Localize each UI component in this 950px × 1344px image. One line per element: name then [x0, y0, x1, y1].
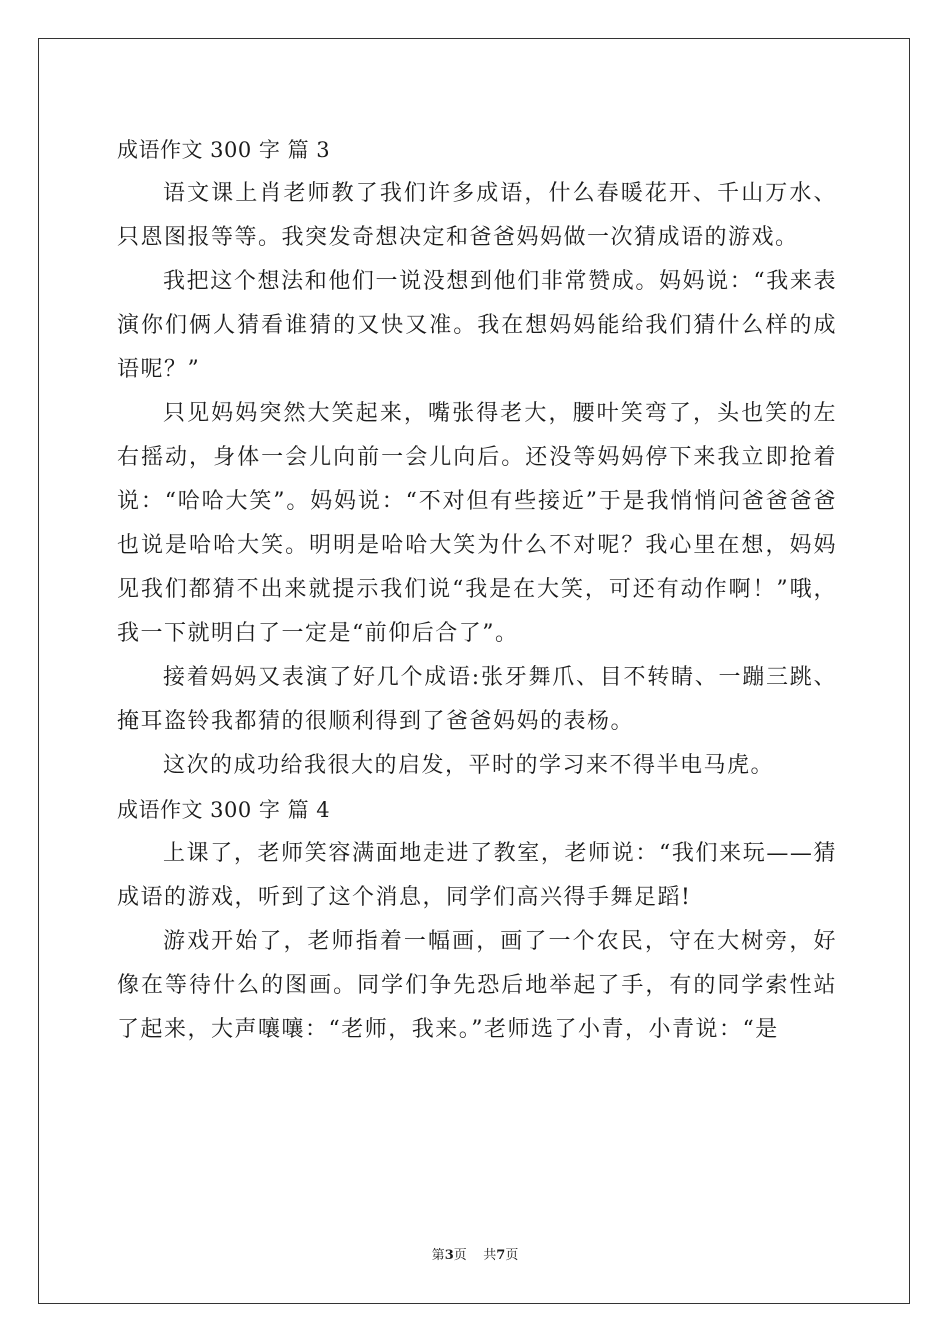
section-heading: 成语作文 300 字 篇 3: [117, 138, 331, 162]
section-3: [117, 128, 837, 788]
paragraph: 语文课上肖老师教了我们许多成语，什么春暖花开、千山万水、只恩图报等等。我突发奇想决定和爸爸妈妈做一次猜成语的游戏。: [117, 181, 837, 250]
total-page-count: 7: [496, 1248, 506, 1263]
section-4: [117, 788, 837, 1052]
paragraph: 上课了，老师笑容满面地走进了教室，老师说：“我们来玩——猜成语的游戏，听到了这个消息，同学们高兴得手舞足蹈!: [117, 841, 837, 910]
footer-suffix: 页: [505, 1248, 519, 1263]
section-heading: 成语作文 300 字 篇 4: [117, 798, 331, 822]
paragraph: 我把这个想法和他们一说没想到他们非常赞成。妈妈说：“我来表演你们俩人猜看谁猜的又快又准。我在想妈妈能给我们猜什么样的成语呢？”: [117, 269, 837, 382]
paragraph: 游戏开始了，老师指着一幅画，画了一个农民，守在大树旁，好像在等待什么的图画。同学们争先恐后地举起了手，有的同学索性站了起来，大声嚷嚷：“老师，我来。”老师选了小青，小青说：“是: [117, 929, 837, 1042]
footer-prefix: 第: [431, 1248, 445, 1263]
document-body: [117, 128, 837, 1052]
paragraph: 只见妈妈突然大笑起来，嘴张得老大，腰叶笑弯了，头也笑的左右摇动，身体一会儿向前一会儿向后。还没等妈妈停下来我立即抢着说：“哈哈大笑”。妈妈说：“不对但有些接近”于是我悄悄问爸爸爸爸也说是哈哈大笑。明明是哈哈大笑为什么不对呢？我心里在想，妈妈见我们都猜不出来就提示我们说“我是在大笑，可还有动作啊！”哦，我一下就明白了一定是“前仰后合了”。: [117, 401, 837, 646]
paragraph: 这次的成功给我很大的启发，平时的学习来不得半电马虎。: [163, 753, 775, 778]
current-page-number: 3: [444, 1248, 454, 1263]
footer-middle: 页 共: [453, 1248, 497, 1263]
page-footer: [0, 1247, 950, 1265]
paragraph: 接着妈妈又表演了好几个成语:张牙舞爪、目不转睛、一蹦三跳、掩耳盗铃我都猜的很顺利得到了爸爸妈妈的表杨。: [117, 665, 837, 734]
